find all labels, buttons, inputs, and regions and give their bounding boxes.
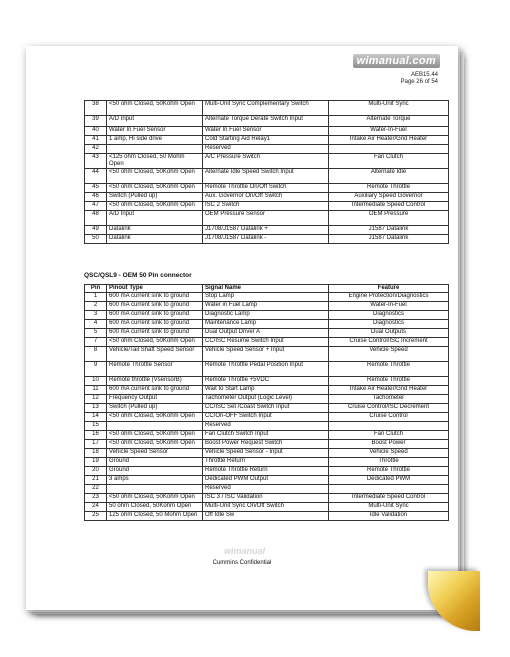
cell-signal-name: Dedicated PWM Output (203, 476, 329, 485)
cell-pinout-type: 600 mA current sink to ground (107, 386, 203, 395)
page-number: Page 26 of 54 (400, 79, 438, 85)
cell-pinout-type: Frequency Output (107, 395, 203, 404)
cell-pin: 45 (85, 184, 107, 193)
cell-feature: Diagnostics (329, 320, 449, 329)
table-row (85, 302, 449, 311)
cell-pinout-type: Remote Throttle Sensor (107, 362, 203, 377)
cell-signal-name: Cold Starting Aid Relay1 (203, 136, 329, 145)
cell-pinout-type: Ground (107, 467, 203, 476)
pin-table-continued-body (85, 101, 449, 244)
cell-feature: Remote Throttle (329, 377, 449, 386)
cell-feature: Vehicle Speed (329, 449, 449, 458)
cell-feature: Remote Throttle (329, 467, 449, 476)
cell-feature: Auxiliary Speed Governor (329, 193, 449, 202)
cell-pinout-type: <50 ohm Closed, 50Kohm Open (107, 413, 203, 422)
cell-pinout-type: 600 mA current sink to ground (107, 311, 203, 320)
cell-feature: Multi-Unit Sync (329, 503, 449, 512)
cell-signal-name: Wait to Start Lamp (203, 386, 329, 395)
table-row (85, 503, 449, 512)
cell-pin: 1 (85, 293, 107, 302)
cell-pin: 10 (85, 377, 107, 386)
cell-pinout-type: 50 ohm Closed, 50Kohm Open (107, 503, 203, 512)
cell-pinout-type: <50 ohm Closed, 50Kohm Open (107, 101, 203, 116)
cell-pinout-type: Switch (Pulled up) (107, 404, 203, 413)
cell-signal-name: Reserved (203, 422, 329, 431)
cell-pin: 38 (85, 101, 107, 116)
table-row (85, 226, 449, 235)
cell-pinout-type: Datalink (107, 235, 203, 244)
table-row (85, 338, 449, 347)
document-header (401, 72, 438, 86)
cell-feature: Diagnostics (329, 311, 449, 320)
column-header-pin: Pin (85, 285, 107, 293)
cell-signal-name: Stop Lamp (203, 293, 329, 302)
cell-signal-name: Remote Throttle Return (203, 467, 329, 476)
cell-feature: Multi-Unit Sync (329, 101, 449, 116)
cell-pinout-type: 600 mA current sink to ground (107, 293, 203, 302)
cell-feature: Dual Outputs (329, 329, 449, 338)
cell-pinout-type: Water In Fuel Sensor (107, 127, 203, 136)
cell-pin: 21 (85, 476, 107, 485)
cell-feature: Intermediate Speed Control (329, 494, 449, 503)
cell-pin: 13 (85, 404, 107, 413)
cell-signal-name: Off Idle Sw (203, 512, 329, 521)
cell-feature: Water-In-Fuel (329, 127, 449, 136)
cell-signal-name: Dual Output Driver A (203, 329, 329, 338)
column-header-feature: Feature (329, 285, 449, 293)
table-row (85, 485, 449, 494)
cell-pinout-type: 125 ohm Closed, 50 Mohm Open (107, 512, 203, 521)
cell-pin: 20 (85, 467, 107, 476)
cell-signal-name: J1708/J1587 Datalink - (203, 235, 329, 244)
cell-signal-name: J1708/J1587 Datalink + (203, 226, 329, 235)
table-row (85, 512, 449, 521)
cell-signal-name: CC/ISC Set /Coast Switch Input (203, 404, 329, 413)
cell-pin: 5 (85, 329, 107, 338)
cell-pinout-type: Vehicle Speed Sensor (107, 449, 203, 458)
cell-pinout-type: <50 ohm Closed, 50Kohm Open (107, 431, 203, 440)
cell-feature: Cruise Control (329, 413, 449, 422)
document-id: AEB15.44 (410, 72, 438, 78)
cell-pinout-type: A/D Input (107, 116, 203, 127)
table-row (85, 422, 449, 431)
cell-feature: Dedicated PWM (329, 476, 449, 485)
table-row (85, 154, 449, 169)
table-row (85, 202, 449, 211)
cell-pinout-type: Remote throttle (VsensorB) (107, 377, 203, 386)
cell-signal-name: ISC 2 Switch (203, 202, 329, 211)
cell-pin: 8 (85, 347, 107, 362)
table-row (85, 193, 449, 202)
cell-signal-name: CC/ISC Resume Switch Input (203, 338, 329, 347)
cell-signal-name: Vehicle Speed Sensor - Input (203, 449, 329, 458)
table-row (85, 347, 449, 362)
table-row (85, 235, 449, 244)
cell-pin: 17 (85, 440, 107, 449)
footer-confidential: Cummins Confidential (212, 560, 272, 566)
table-row (85, 145, 449, 154)
table-row (85, 395, 449, 404)
column-header-signal-name: Signal Name (203, 285, 329, 293)
cell-pinout-type: 600 mA current sink to ground (107, 320, 203, 329)
column-header-pinout-type: Pinout Type (107, 285, 203, 293)
cell-pin: 15 (85, 422, 107, 431)
table-row (85, 386, 449, 395)
cell-pinout-type: <50 ohm Closed, 50Kohm Open (107, 184, 203, 193)
cell-pin: 12 (85, 395, 107, 404)
table-row (85, 116, 449, 127)
table-header-row (85, 285, 449, 293)
cell-pin: 23 (85, 494, 107, 503)
table-row (85, 476, 449, 485)
table-row (85, 329, 449, 338)
table-row (85, 311, 449, 320)
cell-signal-name: Multi-Unit Sync On/Off Switch (203, 503, 329, 512)
cell-pin: 3 (85, 311, 107, 320)
cell-signal-name: Tachometer Output (Logic Level) (203, 395, 329, 404)
cell-pinout-type: <50 ohm Closed, 50Kohm Open (107, 494, 203, 503)
cell-feature: Water-In-Fuel (329, 302, 449, 311)
cell-signal-name: Alternate Torque Derate Switch Input (203, 116, 329, 127)
cell-pinout-type: 1 amp, Hi side drive (107, 136, 203, 145)
cell-feature: Throttle (329, 458, 449, 467)
footer-watermark: wimanual (224, 546, 266, 556)
cell-signal-name: Fan Clutch Switch Input (203, 431, 329, 440)
table-row (85, 293, 449, 302)
cell-pin: 41 (85, 136, 107, 145)
table-row (85, 413, 449, 422)
cell-feature: Vehicle Speed (329, 347, 449, 362)
cell-signal-name: Reserved (203, 485, 329, 494)
page-curl-corner (428, 571, 480, 631)
cell-pin: 48 (85, 211, 107, 226)
cell-pinout-type: <50 ohm Closed, 50Kohm Open (107, 169, 203, 184)
cell-feature: Cruise Control/ISC Decrement (329, 404, 449, 413)
cell-pinout-type: 3 amps (107, 476, 203, 485)
cell-feature: Alternate Torque (329, 116, 449, 127)
cell-pin: 39 (85, 116, 107, 127)
table-row (85, 136, 449, 145)
table-row (85, 449, 449, 458)
cell-feature: Fan Clutch (329, 431, 449, 440)
cell-feature (329, 145, 449, 154)
cell-pinout-type: Vehicle/Tail Shaft Speed Sensor (107, 347, 203, 362)
table-row (85, 127, 449, 136)
cell-signal-name: A/C Pressure Switch (203, 154, 329, 169)
cell-feature (329, 485, 449, 494)
cell-pin: 47 (85, 202, 107, 211)
table-row (85, 184, 449, 193)
cell-feature: Intermediate Speed Control (329, 202, 449, 211)
table-row (85, 440, 449, 449)
cell-feature: Idle Validation (329, 512, 449, 521)
cell-feature (329, 422, 449, 431)
cell-feature: Remote Throttle (329, 362, 449, 377)
cell-feature: OEM Pressure (329, 211, 449, 226)
table-row (85, 211, 449, 226)
cell-feature: J1587 Datalink (329, 226, 449, 235)
cell-pin: 7 (85, 338, 107, 347)
cell-pin: 43 (85, 154, 107, 169)
cell-signal-name: Vehicle Speed Sensor + Input (203, 347, 329, 362)
cell-pin: 24 (85, 503, 107, 512)
cell-signal-name: Throttle Return (203, 458, 329, 467)
cell-pinout-type: A/D Input (107, 211, 203, 226)
cell-pinout-type: <125 ohm Closed, 50 Mohm Open (107, 154, 203, 169)
cell-pin: 50 (85, 235, 107, 244)
cell-signal-name: CC/On-OFF Switch Input (203, 413, 329, 422)
cell-feature: Intake Air Heater/Grid Heater (329, 386, 449, 395)
cell-pinout-type (107, 145, 203, 154)
site-watermark: wimanual.com (353, 54, 440, 68)
table-row (85, 101, 449, 116)
table-row (85, 404, 449, 413)
table-row (85, 362, 449, 377)
cell-pinout-type (107, 485, 203, 494)
cell-pin: 18 (85, 449, 107, 458)
cell-pinout-type: <50 ohm Closed, 50Kohm Open (107, 440, 203, 449)
cell-feature: Intake Air Heater/Grid Heater (329, 136, 449, 145)
cell-signal-name: Multi-Unit Sync Complementary Switch (203, 101, 329, 116)
cell-signal-name: Water In Fuel Sensor (203, 127, 329, 136)
cell-signal-name: Remote Throttle +5VDC (203, 377, 329, 386)
cell-feature: Cruise Control/ISC Increment (329, 338, 449, 347)
cell-signal-name: Boost Power Request Switch (203, 440, 329, 449)
cell-signal-name: Water in Fuel Lamp (203, 302, 329, 311)
cell-pinout-type: Datalink (107, 226, 203, 235)
table-row (85, 494, 449, 503)
cell-pinout-type: 600 mA current sink to ground (107, 329, 203, 338)
cell-pin: 25 (85, 512, 107, 521)
cell-pinout-type: <50 ohm Closed, 50Kohm Open (107, 338, 203, 347)
cell-pin: 44 (85, 169, 107, 184)
table-row (85, 458, 449, 467)
cell-pin: 22 (85, 485, 107, 494)
cell-pin: 2 (85, 302, 107, 311)
cell-feature: Tachometer (329, 395, 449, 404)
oem-50-pin-table-body (85, 293, 449, 521)
cell-signal-name: ISC 3 / ISC Validation (203, 494, 329, 503)
cell-pin: 14 (85, 413, 107, 422)
cell-feature: Alternate Idle (329, 169, 449, 184)
cell-pin: 49 (85, 226, 107, 235)
cell-pin: 46 (85, 193, 107, 202)
cell-pin: 40 (85, 127, 107, 136)
oem-50-pin-table (84, 284, 449, 521)
cell-pinout-type: Ground (107, 458, 203, 467)
cell-feature: Engine Protection/Diagnostics (329, 293, 449, 302)
cell-feature: Remote Throttle (329, 184, 449, 193)
cell-signal-name: Remote Throttle Pedal Position Input (203, 362, 329, 377)
cell-signal-name: Maintenance Lamp (203, 320, 329, 329)
cell-pin: 19 (85, 458, 107, 467)
cell-pin: 9 (85, 362, 107, 377)
cell-pinout-type: <50 ohm Closed, 50Kohm Open (107, 202, 203, 211)
cell-signal-name: Diagnostic Lamp (203, 311, 329, 320)
table-row (85, 467, 449, 476)
cell-signal-name: Alternate Idle Speed Switch Input (203, 169, 329, 184)
cell-pin: 4 (85, 320, 107, 329)
cell-feature: Fan Clutch (329, 154, 449, 169)
cell-pin: 42 (85, 145, 107, 154)
cell-signal-name: Remote Throttle On/Off Switch (203, 184, 329, 193)
cell-pinout-type (107, 422, 203, 431)
cell-feature: J1587 Datalink (329, 235, 449, 244)
table-row (85, 377, 449, 386)
table-row (85, 169, 449, 184)
document-page (26, 46, 458, 610)
cell-pin: 16 (85, 431, 107, 440)
cell-signal-name: OEM Pressure Sensor (203, 211, 329, 226)
cell-pinout-type: 600 mA current sink to ground (107, 302, 203, 311)
pin-table-continued (84, 100, 449, 244)
table-row (85, 431, 449, 440)
cell-pin: 11 (85, 386, 107, 395)
cell-pinout-type: Switch (Pulled up) (107, 193, 203, 202)
cell-feature: Boost Power (329, 440, 449, 449)
cell-signal-name: Reserved (203, 145, 329, 154)
table-row (85, 320, 449, 329)
cell-signal-name: Aux. Governor On/Off Switch (203, 193, 329, 202)
section-title: QSC/QSL9 - OEM 50 Pin connector (84, 272, 192, 279)
